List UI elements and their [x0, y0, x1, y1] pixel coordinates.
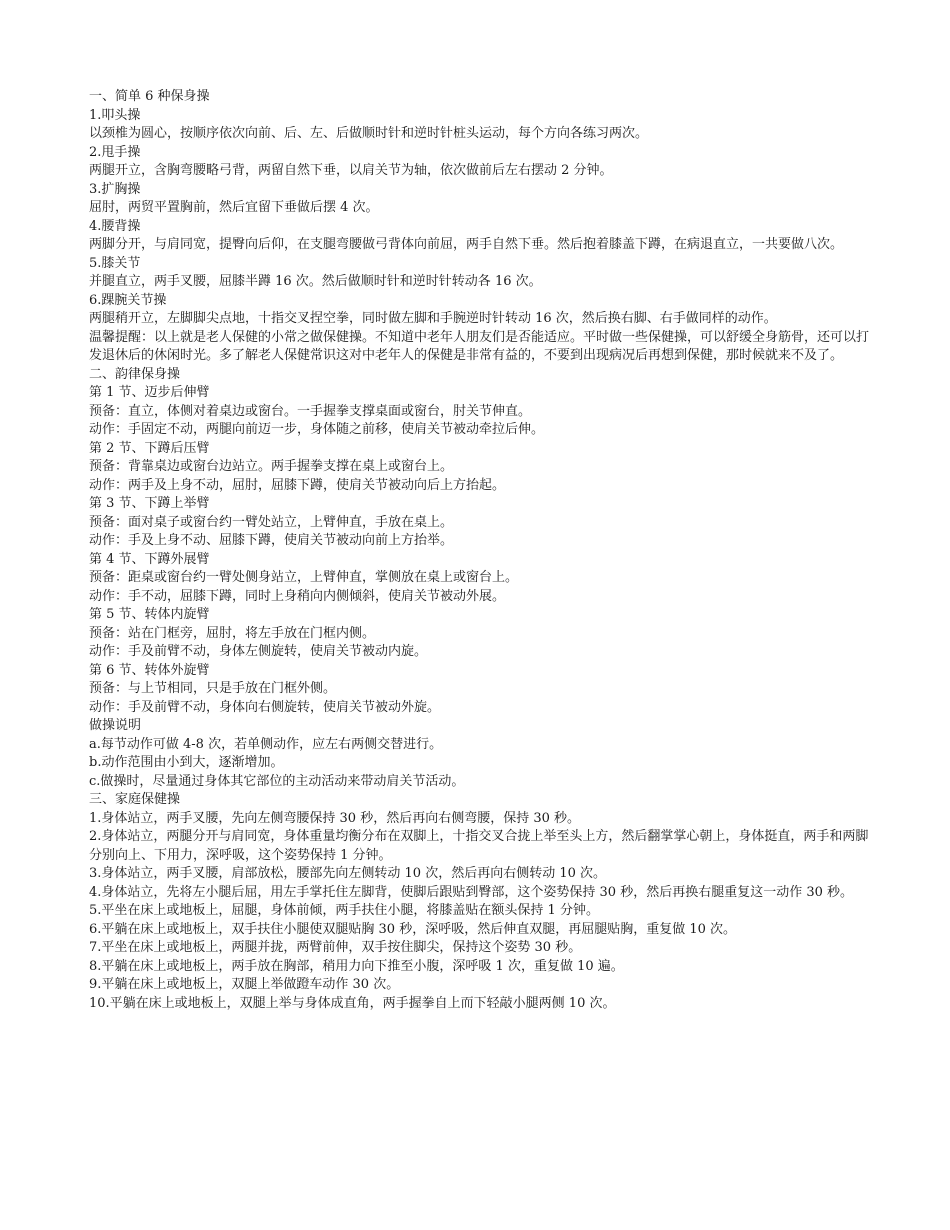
text-line: 5.平坐在床上或地板上，屈腿，身体前倾，两手扶住小腿，将膝盖贴在额头保持 1 分钟。: [89, 903, 599, 918]
text-line: 4.身体站立，先将左小腿后屈，用左手掌托住左脚背，使脚后跟贴到臀部，这个姿势保持 30 秒，然后再换右腿重复这一动作 30 秒。: [89, 884, 854, 900]
text-line: 做操说明: [89, 718, 142, 733]
text-line: a.每节动作可做 4-8 次，若单侧动作，应左右两侧交替进行。: [89, 736, 443, 752]
text-line: 10.平躺在床上或地板上，双腿上举与身体成直角，两手握拳自上而下轻敲小腿两侧 10 次。: [89, 995, 616, 1011]
text-line: 第 2 节、下蹲后压臂: [89, 440, 210, 456]
text-line: 6.平躺在床上或地板上，双手扶住小腿使双腿贴胸 30 秒，深呼吸，然后伸直双腿，再屈腿贴胸，重复做 10 次。: [89, 921, 737, 937]
text-line: 三、家庭保健操: [89, 792, 181, 807]
text-line: 两腿稍开立，左脚脚尖点地，十指交叉捏空拳，同时做左脚和手腕逆时针转动 16 次，然后换右脚、右手做同样的动作。: [89, 311, 777, 326]
text-line: 预备：距桌或窗台约一臂处侧身站立，上臂伸直，掌侧放在桌上或窗台上。: [89, 570, 519, 585]
text-line: 动作：手及上身不动、屈膝下蹲，使肩关节被动向前上方抬举。: [89, 533, 454, 548]
text-line: 以颈椎为圆心，按顺序依次向前、后、左、后做顺时针和逆时针桩头运动，每个方向各练习两次。: [89, 126, 649, 141]
text-line: 第 1 节、迈步后伸臂: [89, 385, 210, 400]
text-line: 2.甩手操: [89, 144, 141, 160]
text-line: 4.腰背操: [89, 218, 141, 234]
text-line: 预备：面对桌子或窗台约一臂处站立，上臂伸直，手放在桌上。: [89, 514, 454, 530]
text-line: 5.膝关节: [89, 255, 141, 271]
text-line: 两腿开立，含胸弯腰略弓背，两留自然下垂，以肩关节为轴，依次做前后左右摆动 2 分钟。: [89, 163, 613, 178]
text-line: 预备：背靠桌边或窗台边站立。两手握拳支撑在桌上或窗台上。: [89, 459, 454, 474]
text-line: 一、简单 6 种保身操: [89, 89, 210, 104]
text-line: b.动作范围由小到大，逐渐增加。: [89, 755, 284, 770]
text-line: 6.踝腕关节操: [89, 292, 167, 308]
text-line: 预备：站在门框旁，屈肘，将左手放在门框内侧。: [89, 625, 376, 641]
text-line: 预备：直立，体侧对着桌边或窗台。一手握拳支撑桌面或窗台，肘关节伸直。: [89, 403, 532, 419]
document-body: [89, 88, 869, 1013]
text-line: 2.身体站立，两腿分开与肩同宽，身体重量均衡分布在双脚上，十指交叉合拢上举至头上方，然后翻掌掌心朝上，身体挺直，两手和两脚分别向上、下用力，深呼吸，这个姿势保持 1 分钟。: [89, 829, 869, 863]
text-line: 温馨提醒：以上就是老人保健的小常之做保健操。不知道中老年人朋友们是否能适应。平时做一些保健操，可以舒缓全身筋骨，还可以打发退休后的休闲时光。多了解老人保健常识这对中老年人的保健是非常有益的，不要到出现病况后再想到保健，那时候就来不及了。: [89, 329, 870, 363]
text-line: 第 6 节、转体外旋臂: [89, 662, 210, 678]
text-line: 屈肘，两贸平置胸前，然后宜留下垂做后摆 4 次。: [89, 200, 379, 215]
text-line: c.做操时，尽量通过身体其它部位的主动活动来带动肩关节活动。: [89, 773, 465, 789]
text-line: 1.叩头操: [89, 107, 141, 123]
text-line: 第 4 节、下蹲外展臂: [89, 551, 210, 567]
text-line: 二、韵律保身操: [89, 366, 181, 382]
text-line: 动作：手不动，屈膝下蹲，同时上身稍向内侧倾斜，使肩关节被动外展。: [89, 588, 506, 604]
text-line: 第 5 节、转体内旋臂: [89, 607, 210, 622]
text-line: 3.扩胸操: [89, 181, 141, 197]
text-line: 两脚分开，与肩同宽，提臀向后仰，在支腿弯腰做弓背体向前屈，两手自然下垂。然后抱着膝盖下蹲，在病退直立，一共要做八次。: [89, 237, 844, 252]
text-line: 7.平坐在床上或地板上，两腿并拢，两臂前伸，双手按住脚尖，保持这个姿势 30 秒。: [89, 940, 582, 955]
text-line: 动作：手及前臂不动，身体向右侧旋转，使肩关节被动外旋。: [89, 699, 441, 715]
text-line: 3.身体站立，两手叉腰，肩部放松，腰部先向左侧转动 10 次，然后再向右侧转动 10 次。: [89, 866, 607, 881]
text-line: 1.身体站立，两手叉腰，先向左侧弯腰保持 30 秒，然后再向右侧弯腰，保持 30 秒。: [89, 810, 581, 826]
text-line: 动作：两手及上身不动，屈肘，屈膝下蹲，使肩关节被动向后上方抬起。: [89, 477, 506, 493]
text-line: 8.平躺在床上或地板上，两手放在胸部，稍用力向下推至小腹，深呼吸 1 次，重复做 10 遍。: [89, 958, 624, 974]
text-line: 预备：与上节相同，只是手放在门框外侧。: [89, 681, 337, 696]
text-line: 第 3 节、下蹲上举臂: [89, 496, 210, 511]
text-line: 并腿直立，两手叉腰，屈膝半蹲 16 次。然后做顺时针和逆时针转动各 16 次。: [89, 274, 542, 289]
text-line: 动作：手及前臂不动，身体左侧旋转，使肩关节被动内旋。: [89, 644, 428, 659]
text-line: 动作：手固定不动，两腿向前迈一步，身体随之前移，使肩关节被动牵拉后伸。: [89, 422, 545, 437]
text-line: 9.平躺在床上或地板上，双腿上举做蹬车动作 30 次。: [89, 977, 400, 992]
